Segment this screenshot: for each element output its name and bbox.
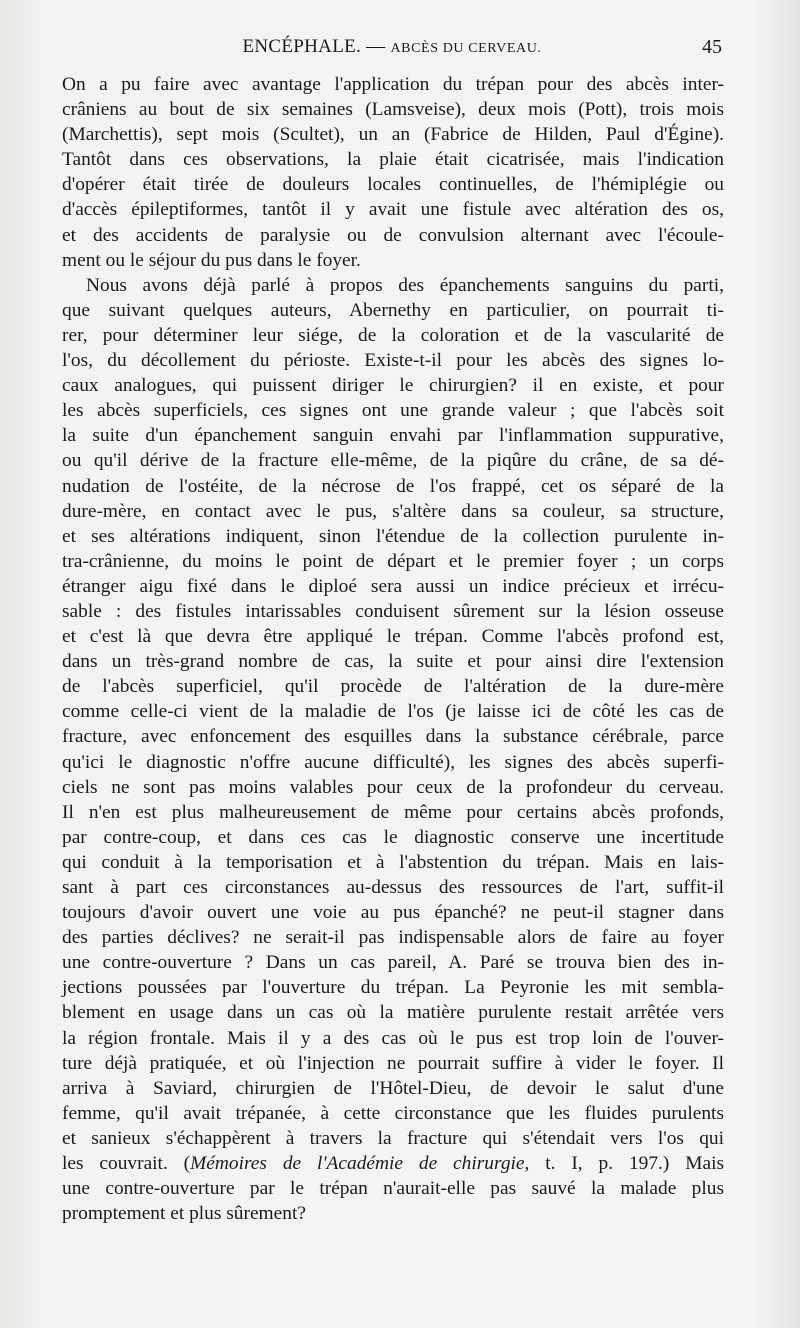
text-line: arriva à Saviard, chirurgien de l'Hôtel-Dieu, de devoir le salut d'une <box>62 1077 724 1099</box>
text-line: d'accès épileptiformes, tantôt il y avait une fistule avec altération des os, <box>62 199 724 221</box>
running-title-separator: — <box>361 36 391 57</box>
citation-before: les couvrait. ( <box>62 1153 191 1175</box>
text-line: crâniens au bout de six semaines (Lamsveise), deux mois (Pott), trois mois <box>62 99 724 121</box>
text-line: On a pu faire avec avantage l'application du trépan pour des abcès inter- <box>62 74 724 95</box>
text-line: et des accidents de paralysie ou de convulsion alternant avec l'écoule- <box>62 224 724 246</box>
text-line: une contre-ouverture ? Dans un cas pareil, A. Paré se trouva bien des in- <box>62 952 724 974</box>
text-line: les abcès superficiels, ces signes ont une grande valeur ; que l'abcès soit <box>62 400 724 422</box>
text-line: qui conduit à la temporisation et à l'abstention du trépan. Mais en lais- <box>62 851 724 873</box>
running-title-main: ENCÉPHALE. <box>242 36 362 57</box>
page-number: 45 <box>702 36 722 58</box>
text-line: ment ou le séjour du pus dans le foyer. <box>62 249 361 271</box>
text-line: nudation de l'ostéite, de la nécrose de l'os frappé, cet os séparé de la <box>62 475 724 497</box>
text-line: des parties déclives? ne serait-il pas indispensable alors de faire au foyer <box>62 927 724 949</box>
text-line: de l'abcès superficiel, qu'il procède de l'altération de la dure-mère <box>62 676 724 698</box>
text-line: ou qu'il dérive de la fracture elle-même, de la piqûre du crâne, de sa dé- <box>62 450 724 472</box>
text-line: une contre-ouverture par le trépan n'aurait-elle pas sauvé la malade plus <box>62 1178 724 1200</box>
text-line: rer, pour déterminer leur siége, de la coloration et de la vascularité de <box>62 324 724 346</box>
text-line: ture déjà pratiquée, et où l'injection ne pourrait suffire à vider le foyer. Il <box>62 1052 724 1074</box>
text-line: et c'est là que devra être appliqué le trépan. Comme l'abcès profond est, <box>62 626 724 648</box>
text-line: sable : des fistules intarissables conduisent sûrement sur la lésion osseuse <box>62 600 724 622</box>
citation-title: Mémoires de l'Académie de chirurgie <box>190 1153 525 1175</box>
text-line: la région frontale. Mais il y a des cas où le pus est trop loin de l'ouver- <box>62 1027 724 1049</box>
text-line: par contre-coup, et dans ces cas le diagnostic conserve une incertitude <box>62 826 724 848</box>
text-line: toujours d'avoir ouvert une voie au pus épanché? ne peut-il stagner dans <box>62 902 724 924</box>
running-title <box>62 36 722 58</box>
text-line: Tantôt dans ces observations, la plaie était cicatrisée, mais l'indication <box>62 149 724 171</box>
text-line: dans un très-grand nombre de cas, la suite et pour ainsi dire l'extension <box>62 651 724 673</box>
text-line: blement en usage dans un cas où la matière purulente restait arrêtée vers <box>62 1002 724 1024</box>
citation-line <box>62 1151 724 1176</box>
text-line: qu'ici le diagnostic n'offre aucune difficulté), les signes des abcès superfi- <box>62 751 724 773</box>
running-header <box>62 36 722 66</box>
text-line: comme celle-ci vient de la maladie de l'os (je laisse ici de côté les cas de <box>62 701 724 723</box>
text-line: l'os, du décollement du périoste. Existe-t-il pour les abcès des signes lo- <box>62 350 724 372</box>
text-line: la suite d'un épanchement sanguin envahi par l'inflammation suppurative, <box>62 425 724 447</box>
body-text <box>62 72 724 1226</box>
text-line: et sanieux s'échappèrent à travers la fracture qui s'étendait vers l'os qui <box>62 1127 724 1149</box>
text-line: que suivant quelques auteurs, Abernethy en particulier, on pourrait ti- <box>62 299 724 321</box>
text-line: femme, qu'il avait trépanée, à cette circonstance que les fluides purulents <box>62 1102 724 1124</box>
text-line: fracture, avec enfoncement des esquilles dans la substance cérébrale, parce <box>62 726 724 748</box>
text-line: ciels ne sont pas moins valables pour ceux de la profondeur du cerveau. <box>62 776 724 798</box>
text-line: Il n'en est plus malheureusement de même pour certains abcès profonds, <box>62 801 724 823</box>
text-line: promptement et plus sûrement? <box>62 1203 306 1225</box>
running-title-sub: ABCÈS DU CERVEAU. <box>390 41 542 56</box>
citation-after: , t. I, p. 197.) Mais <box>524 1153 725 1175</box>
text-line: et ses altérations indiquent, sinon l'étendue de la collection purulente in- <box>62 525 724 547</box>
text-line: (Marchettis), sept mois (Scultet), un an (Fabrice de Hilden, Paul d'Égine). <box>62 124 724 146</box>
text-line: d'opérer était tirée de douleurs locales continuelles, de l'hémiplégie ou <box>62 174 724 196</box>
text-line: sant à part ces circonstances au-dessus des ressources de l'art, suffit-il <box>62 877 724 898</box>
text-line: caux analogues, qui puissent diriger le chirurgien? il en existe, et pour <box>62 375 724 397</box>
text-line: Nous avons déjà parlé à propos des épanchements sanguins du parti, <box>86 274 724 296</box>
text-line: tra-crânienne, du moins le point de départ et le premier foyer ; un corps <box>62 550 724 572</box>
text-line: dure-mère, en contact avec le pus, s'altère dans sa couleur, sa structure, <box>62 500 724 522</box>
text-line: étranger aigu fixé dans le diploé sera aussi un indice précieux et irrécu- <box>62 575 724 597</box>
text-line: jections poussées par l'ouverture du trépan. La Peyronie les mit sembla- <box>62 977 724 999</box>
